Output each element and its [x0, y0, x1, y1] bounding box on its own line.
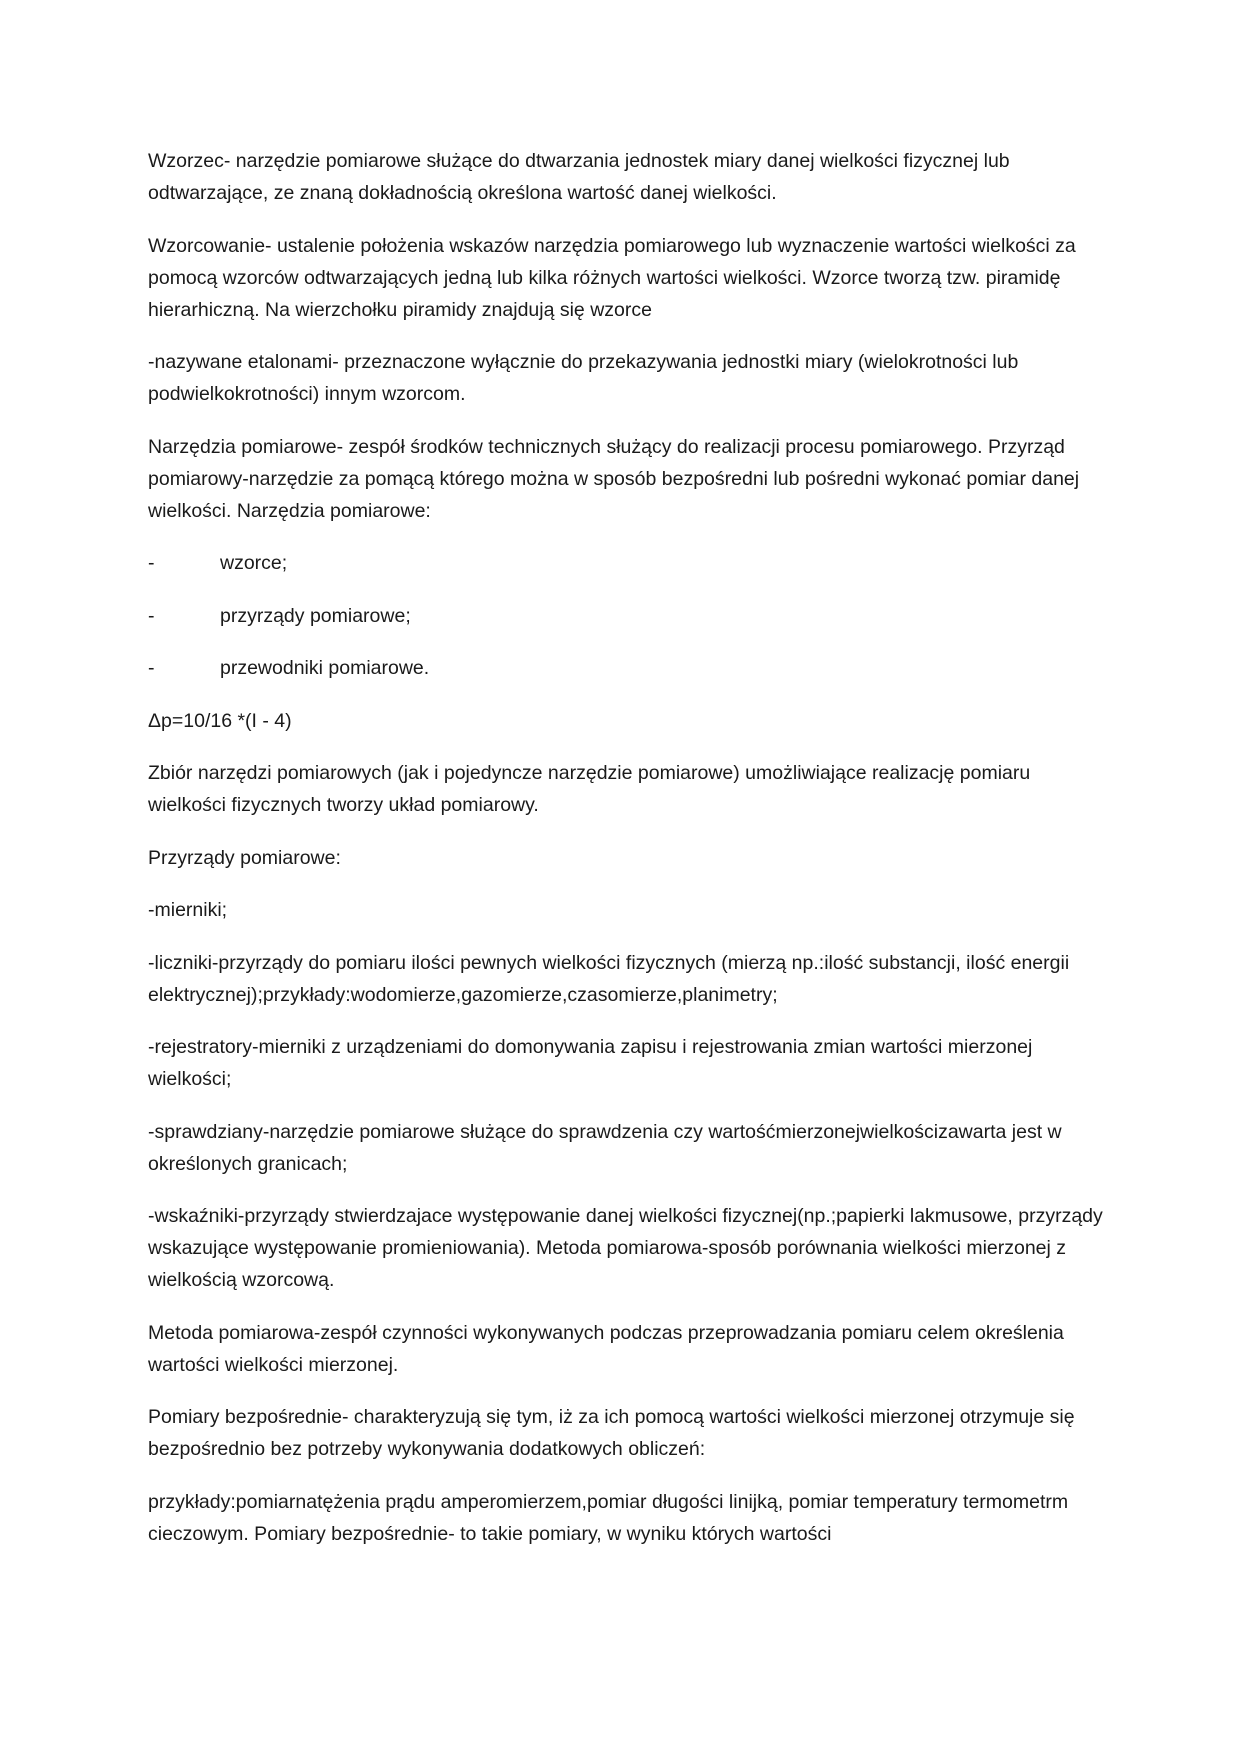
paragraph-metoda: Metoda pomiarowa-zespół czynności wykonywanych podczas przeprowadzania pomiaru celem określenia wartości wielkości mierzonej. — [148, 1321, 1064, 1376]
list-dash: - — [148, 552, 155, 574]
paragraph-przyklady: przykłady:pomiarnatężenia prądu amperomierzem,pomiar długości linijką, pomiar temperatury termometrm cieczowym. Pomiary bezpośrednie- to takie pomiary, w wyniku których wartości — [148, 1490, 1069, 1545]
document-page — [148, 145, 1108, 1570]
list-item-text: wzorce; — [220, 552, 288, 574]
paragraph-wzorcowanie: Wzorcowanie- ustalenie położenia wskazów narzędzia pomiarowego lub wyznaczenie wartości wielkości za pomocą wzorców odtwarzających jedną lub kilka różnych wartości wielkości. Wzorce tworzą tzw. piramidę hierarhiczną. Na wierzchołku piramidy znajdują się wzorce — [148, 234, 1076, 321]
list-item — [148, 547, 1108, 579]
paragraph-mierniki: -mierniki; — [148, 899, 228, 921]
paragraph-narzedzia: Narzędzia pomiarowe- zespół środków technicznych służący do realizacji procesu pomiarowego. Przyrząd pomiarowy-narzędzie za pomącą którego można w sposób bezpośredni lub pośredni wykonać pomiar danej wielkości. Narzędzia pomiarowe: — [148, 435, 1080, 522]
formula: Δp=10/16 *(I - 4) — [148, 709, 292, 732]
list-dash: - — [148, 657, 155, 679]
list-item-text: przyrządy pomiarowe; — [220, 604, 411, 627]
list-item — [148, 652, 1108, 684]
paragraph-rejestratory: -rejestratory-mierniki z urządzeniami do domonywania zapisu i rejestrowania zmian wartości mierzonej wielkości; — [148, 1036, 1033, 1090]
paragraph-liczniki: -liczniki-przyrządy do pomiaru ilości pewnych wielkości fizycznych (mierzą np.:ilość substancji, ilość energii elektrycznej);przykłady:wodomierze,gazomierze,czasomierze,planimetry; — [148, 951, 1070, 1006]
paragraph-wskazniki: -wskaźniki-przyrządy stwierdzajace występowanie danej wielkości fizycznej(np.;papierki lakmusowe, przyrządy wskazujące występowanie promieniowania). Metoda pomiarowa-sposób porównania wielkości mierzonej z wielkością wzorcową. — [148, 1205, 1103, 1291]
paragraph-wzorzec: Wzorzec- narzędzie pomiarowe służące do dtwarzania jednostek miary danej wielkości fizycznej lub odtwarzające, ze znaną dokładnością określona wartość danej wielkości. — [148, 150, 1010, 204]
paragraph-uklad: Zbiór narzędzi pomiarowych (jak i pojedyncze narzędzie pomiarowe) umożliwiające realizację pomiaru wielkości fizycznych tworzy układ pomiarowy. — [148, 762, 1031, 816]
paragraph-przyrzady-heading: Przyrządy pomiarowe: — [148, 846, 341, 869]
paragraph-pomiary-bezposrednie: Pomiary bezpośrednie- charakteryzują się tym, iż za ich pomocą wartości wielkości mierzonej otrzymuje się bezpośrednio bez potrzeby wykonywania dodatkowych obliczeń: — [148, 1406, 1075, 1460]
paragraph-sprawdziany: -sprawdziany-narzędzie pomiarowe służące do sprawdzenia czy wartośćmierzonejwielkościzawarta jest w określonych granicach; — [148, 1120, 1062, 1175]
paragraph-etalony: -nazywane etalonami- przeznaczone wyłącznie do przekazywania jednostki miary (wielokrotności lub podwielkokrotności) innym wzorcom. — [148, 351, 1019, 405]
list-item — [148, 600, 1108, 632]
list-item-text: przewodniki pomiarowe. — [220, 657, 430, 679]
list-dash: - — [148, 604, 155, 627]
